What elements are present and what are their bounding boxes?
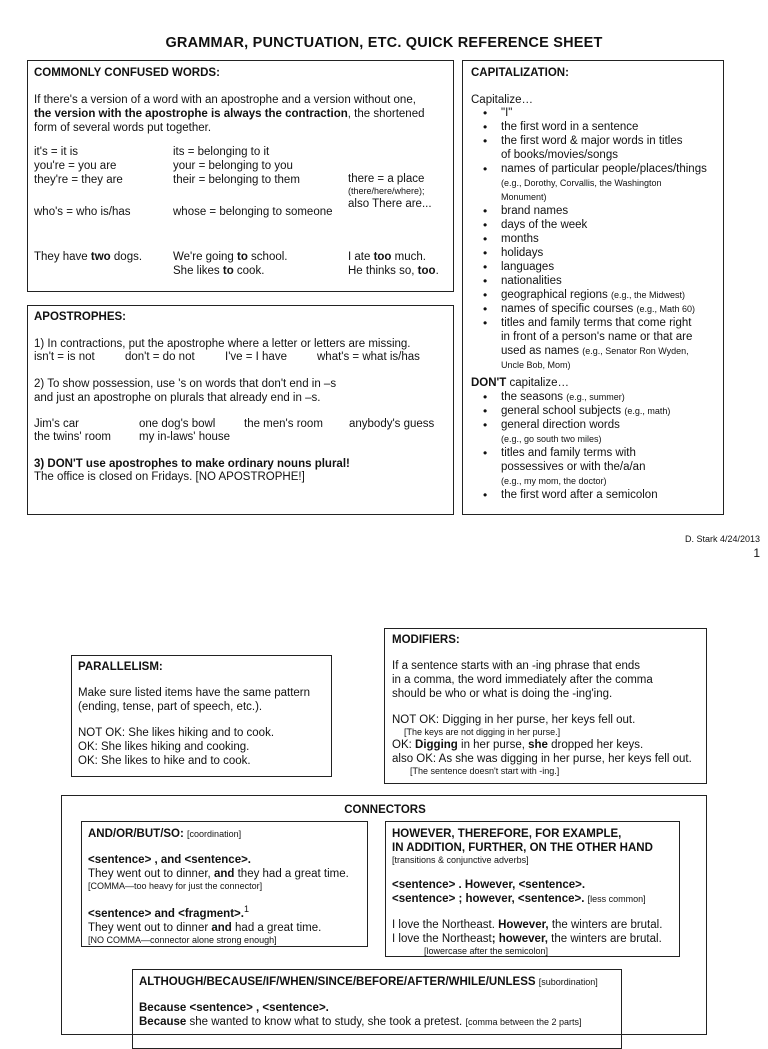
parallelism-rule: Make sure listed items have the same pattern (ending, tense, part of speech, etc.). (78, 687, 311, 713)
conjunctive-heading: HOWEVER, THEREFORE, FOR EXAMPLE, IN ADDITION, FURTHER, ON THE OTHER HAND [transitions & conjunctive adverbs] (392, 828, 653, 865)
dont-capitalize-intro: DON'T capitalize… (471, 377, 569, 389)
footnote-marker: 1 (243, 904, 249, 914)
rule-1: 1) In contractions, put the apostrophe where a letter or letters are missing. (34, 338, 411, 350)
coordination-pattern-1: <sentence> , and <sentence>. They went out to dinner, and they had a great time. [COMMA—too heavy for just the connector] (88, 854, 349, 891)
list-item: • months (463, 232, 721, 246)
rule-3: 3) DON'T use apostrophes to make ordinary nouns plural! (34, 458, 350, 470)
there-col: there = a place (there/here/where); also There are... (348, 173, 432, 210)
list-item: • "I" (463, 106, 721, 120)
two-example: They have two dogs. (34, 251, 143, 263)
list-item: • names of particular people/places/things (e.g., Dorothy, Corvallis, the Washington Monument) (463, 162, 721, 204)
page-number: 1 (753, 546, 760, 560)
to-example: We're going to school. She likes to cook. (173, 251, 288, 277)
rule-1-example: don't = do not (125, 351, 195, 363)
possessive-example: anybody's guess (349, 418, 435, 430)
rule-1-example: what's = what is/has (317, 351, 420, 363)
list-item: • geographical regions (e.g., the Midwest) (463, 288, 721, 302)
page-title: GRAMMAR, PUNCTUATION, ETC. QUICK REFERENCE SHEET (165, 35, 603, 51)
list-item: • the first word & major words in titles of books/movies/songs (463, 134, 721, 162)
parallelism-examples: NOT OK: She likes hiking and to cook. OK: She likes hiking and cooking. OK: She likes to hike and to cook. (78, 727, 275, 767)
rule-3-example: The office is closed on Fridays. [NO APOSTROPHE!] (34, 471, 305, 483)
list-item: • titles and family terms that come right in front of a person's name or that are used as names (e.g., Senator Ron Wyden, Uncle Bob, Mom) (463, 316, 721, 372)
list-item: • nationalities (463, 274, 721, 288)
connectors-box (61, 795, 707, 1035)
author-date: D. Stark 4/24/2013 (684, 534, 760, 544)
connectors-heading: CONNECTORS (344, 804, 426, 816)
apostrophes-box (27, 305, 454, 515)
subordination-heading: ALTHOUGH/BECAUSE/IF/WHEN/SINCE/BEFORE/AFTER/WHILE/UNLESS [subordination] (139, 976, 598, 988)
apostrophes-heading: APOSTROPHES: (34, 311, 127, 323)
too-example: I ate too much. He thinks so, too. (348, 251, 439, 277)
parallelism-heading: PARALLELISM: (78, 661, 163, 673)
dont-capitalize-list (463, 390, 721, 502)
modifiers-rule: If a sentence starts with an -ing phrase that ends in a comma, the word immediately after the comma should be who or what is doing the -ing'ing. (392, 660, 653, 700)
coordination-box (81, 821, 368, 947)
list-item: • holidays (463, 246, 721, 260)
parallelism-box (71, 655, 332, 777)
list-item: • brand names (463, 204, 721, 218)
list-item: • titles and family terms with possessives or with the/a/an (e.g., my mom, the doctor) (463, 446, 721, 488)
list-item: • names of specific courses (e.g., Math 60) (463, 302, 721, 316)
possessives-col: its = belonging to it your = belonging to you their = belonging to them whose = belonging to someone (173, 146, 333, 218)
capitalize-intro: Capitalize… (471, 94, 533, 106)
rule-1-example: I've = I have (225, 351, 287, 363)
rule-2: 2) To show possession, use 's on words that don't end in –s and just an apostrophe on plurals that already end in –s. (34, 378, 337, 404)
subordination-pattern: Because <sentence> , <sentence>. Because she wanted to know what to study, she took a pretest. [comma between the 2 parts] (139, 1002, 582, 1028)
conjunctive-adverbs-box (385, 821, 680, 957)
conjunctive-patterns: <sentence> . However, <sentence>. <sentence> ; however, <sentence>. [less common] (392, 879, 646, 905)
confused-words-box (27, 60, 454, 292)
modifiers-heading: MODIFIERS: (392, 634, 460, 646)
list-item: • the seasons (e.g., summer) (463, 390, 721, 404)
possessive-example: the men's room (244, 418, 323, 430)
conjunctive-examples: I love the Northeast. However, the winters are brutal. I love the Northeast; however, the winters are brutal. [lowercase after the semicolon] (392, 919, 663, 956)
subordination-box (132, 969, 622, 1049)
capitalization-heading: CAPITALIZATION: (471, 67, 569, 79)
list-item: • general school subjects (e.g., math) (463, 404, 721, 418)
capitalization-box (462, 60, 724, 515)
list-item: • languages (463, 260, 721, 274)
possessive-example: one dog's bowl (139, 418, 216, 430)
confused-intro: If there's a version of a word with an apostrophe and a version without one, the version with the apostrophe is always the contraction, the shortened form of several words put together. (34, 94, 425, 134)
modifiers-examples: NOT OK: Digging in her purse, her keys fell out. [The keys are not digging in her purse.] OK: Digging in her purse, she dropped her keys. also OK: As she was digging in her purse, her keys fell out. [The sentence doesn't start with -ing.] (392, 714, 692, 776)
coordination-heading: AND/OR/BUT/SO: [coordination] (88, 828, 242, 840)
coordination-pattern-2: <sentence> and <fragment>.$^1$ They went out to dinner and had a great time. [NO COMMA—connector alone strong enough] (88, 904, 322, 945)
capitalize-list (463, 106, 721, 372)
list-item: • the first word in a sentence (463, 120, 721, 134)
possessive-example: the twins' room (34, 431, 111, 443)
possessive-example: Jim's car (34, 418, 80, 430)
confused-heading: COMMONLY CONFUSED WORDS: (34, 67, 220, 79)
contractions-col: it's = it is you're = you are they're = they are who's = who is/has (34, 146, 131, 218)
list-item: • the first word after a semicolon (463, 488, 721, 502)
modifiers-box (384, 628, 707, 784)
rule-1-example: isn't = is not (34, 351, 95, 363)
list-item: • general direction words (e.g., go south two miles) (463, 418, 721, 446)
possessive-example: my in-laws' house (139, 431, 231, 443)
list-item: • days of the week (463, 218, 721, 232)
